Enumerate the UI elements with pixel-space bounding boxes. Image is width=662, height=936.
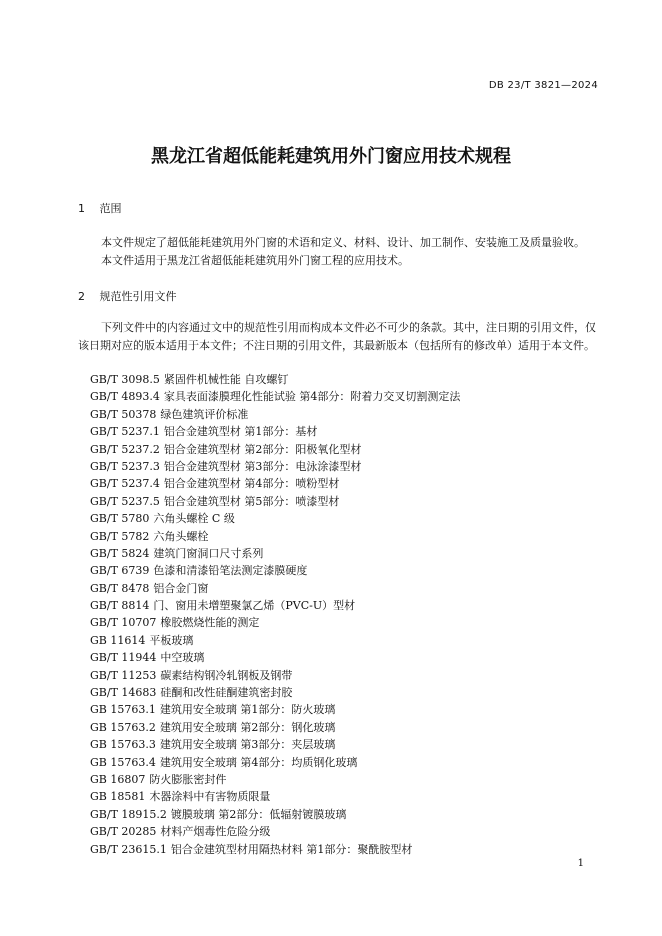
reference-code: GB 15763.2: [90, 720, 156, 734]
scope-paragraph-2: 本文件适用于黑龙江省超低能耗建筑用外门窗工程的应用技术。: [101, 253, 409, 267]
reference-title: 硅酮和改性硅酮建筑密封胶: [160, 686, 293, 700]
reference-code: GB 18581: [90, 790, 146, 804]
reference-item: [90, 667, 460, 684]
reference-code: GB/T 10707: [90, 616, 157, 630]
reference-title: 紧固件机械性能 自攻螺钉: [163, 373, 289, 386]
reference-code: GB 15763.3: [90, 738, 156, 752]
reference-item: [90, 493, 460, 510]
reference-title: 建筑用安全玻璃 第1部分：防火玻璃: [159, 703, 336, 717]
reference-code: GB/T 6739: [90, 564, 150, 578]
reference-item: [90, 823, 460, 840]
reference-item: [90, 510, 460, 527]
reference-item: [90, 701, 460, 718]
reference-item: [90, 562, 460, 579]
reference-item: [90, 545, 460, 562]
reference-title: 色漆和清漆铅笔法测定漆膜硬度: [153, 564, 308, 578]
reference-code: GB/T 23615.1: [90, 842, 167, 856]
reference-title: 镀膜玻璃 第2部分：低辐射镀膜玻璃: [170, 807, 347, 821]
reference-item: [90, 684, 460, 701]
reference-title: 六角头螺栓: [153, 529, 209, 543]
reference-title: 建筑用安全玻璃 第3部分：夹层玻璃: [159, 738, 336, 752]
reference-code: GB/T 18915.2: [90, 807, 167, 821]
reference-title: 六角头螺栓 C 级: [153, 512, 235, 526]
reference-code: GB/T 5237.5: [90, 494, 160, 508]
reference-title: 铝合金建筑型材用隔热材料 第1部分：聚酰胺型材: [170, 842, 413, 856]
reference-item: [90, 719, 460, 736]
reference-item: [90, 771, 460, 788]
section-heading-scope: [78, 200, 122, 216]
reference-item: [90, 632, 460, 649]
standard-code: DB 23/T 3821—2024: [488, 80, 598, 91]
reference-code: GB/T 5237.2: [90, 442, 160, 456]
reference-item: [90, 528, 460, 545]
reference-code: GB/T 8478: [90, 581, 150, 595]
references-intro: [78, 319, 600, 354]
reference-item: [90, 614, 460, 631]
reference-title: 木器涂料中有害物质限量: [149, 790, 271, 804]
reference-code: GB 11614: [90, 633, 146, 647]
reference-title: 平板玻璃: [149, 633, 194, 647]
reference-title: 铝合金建筑型材 第1部分：基材: [163, 425, 318, 439]
reference-item: [90, 458, 460, 475]
section-number: 1: [78, 202, 85, 215]
reference-code: GB/T 5237.3: [90, 459, 160, 473]
reference-code: GB 15763.4: [90, 755, 156, 769]
reference-code: GB/T 4893.4: [90, 390, 160, 404]
reference-title: 建筑用安全玻璃 第4部分：均质钢化玻璃: [159, 755, 358, 769]
reference-title: 绿色建筑评价标准: [160, 407, 249, 421]
reference-item: [90, 736, 460, 753]
reference-title: 铝合金建筑型材 第5部分：喷漆型材: [163, 494, 340, 508]
scope-paragraphs: [78, 234, 600, 269]
reference-item: [90, 388, 460, 405]
reference-title: 铝合金门窗: [153, 581, 209, 595]
scope-paragraph-1: 本文件规定了超低能耗建筑用外门窗的术语和定义、材料、设计、加工制作、安装施工及质量验收。: [101, 236, 585, 249]
section-title: 范围: [99, 202, 122, 215]
reference-item: [90, 649, 460, 666]
reference-code: GB/T 5237.1: [90, 425, 160, 439]
reference-code: GB/T 3098.5: [90, 373, 160, 386]
reference-item: [90, 788, 460, 805]
page-number: 1: [577, 858, 584, 869]
reference-title: 铝合金建筑型材 第4部分：喷粉型材: [163, 477, 340, 491]
reference-code: GB 15763.1: [90, 703, 156, 717]
reference-code: GB/T 11253: [90, 668, 157, 682]
reference-code: GB/T 11944: [90, 651, 157, 665]
reference-item: [90, 580, 460, 597]
reference-title: 防火膨胀密封件: [149, 772, 227, 786]
reference-code: GB/T 8814: [90, 599, 150, 613]
section-number: 2: [78, 290, 85, 303]
reference-title: 家具表面漆膜理化性能试验 第4部分：附着力交叉切割测定法: [163, 390, 461, 404]
reference-code: GB/T 5824: [90, 546, 150, 560]
section-heading-normative-references: [78, 288, 177, 304]
reference-code: GB 16807: [90, 772, 146, 786]
reference-code: GB/T 50378: [90, 407, 157, 421]
reference-item: [90, 841, 460, 858]
reference-title: 建筑用安全玻璃 第2部分：钢化玻璃: [159, 720, 336, 734]
reference-title: 铝合金建筑型材 第3部分：电泳涂漆型材: [163, 459, 362, 473]
reference-item: [90, 597, 460, 614]
reference-code: GB/T 5237.4: [90, 477, 160, 491]
reference-list: [90, 371, 460, 858]
reference-item: [90, 371, 460, 388]
reference-code: GB/T 5780: [90, 512, 150, 526]
reference-item: [90, 475, 460, 492]
reference-title: 中空玻璃: [160, 651, 205, 665]
reference-item: [90, 441, 460, 458]
document-title: 黑龙江省超低能耗建筑用外门窗应用技术规程: [151, 146, 511, 167]
reference-title: 铝合金建筑型材 第2部分：阳极氧化型材: [163, 442, 362, 456]
reference-item: [90, 754, 460, 771]
reference-code: GB/T 14683: [90, 686, 157, 700]
references-intro-text: 下列文件中的内容通过文中的规范性引用而构成本文件必不可少的条款。其中，注日期的引用文件，仅该日期对应的版本适用于本文件；不注日期的引用文件，其最新版本（包括所有的修改单）适用于本文件。: [78, 321, 596, 352]
reference-title: 材料产烟毒性危险分级: [160, 825, 271, 839]
reference-item: [90, 806, 460, 823]
reference-title: 橡胶燃烧性能的测定: [160, 616, 260, 630]
reference-item: [90, 423, 460, 440]
reference-code: GB/T 20285: [90, 825, 157, 839]
reference-title: 建筑门窗洞口尺寸系列: [153, 546, 264, 560]
reference-title: 碳素结构钢冷轧钢板及钢带: [160, 668, 293, 682]
section-title: 规范性引用文件: [99, 290, 177, 303]
reference-code: GB/T 5782: [90, 529, 150, 543]
reference-item: [90, 406, 460, 423]
reference-title: 门、窗用未增塑聚氯乙烯（PVC-U）型材: [153, 599, 356, 613]
